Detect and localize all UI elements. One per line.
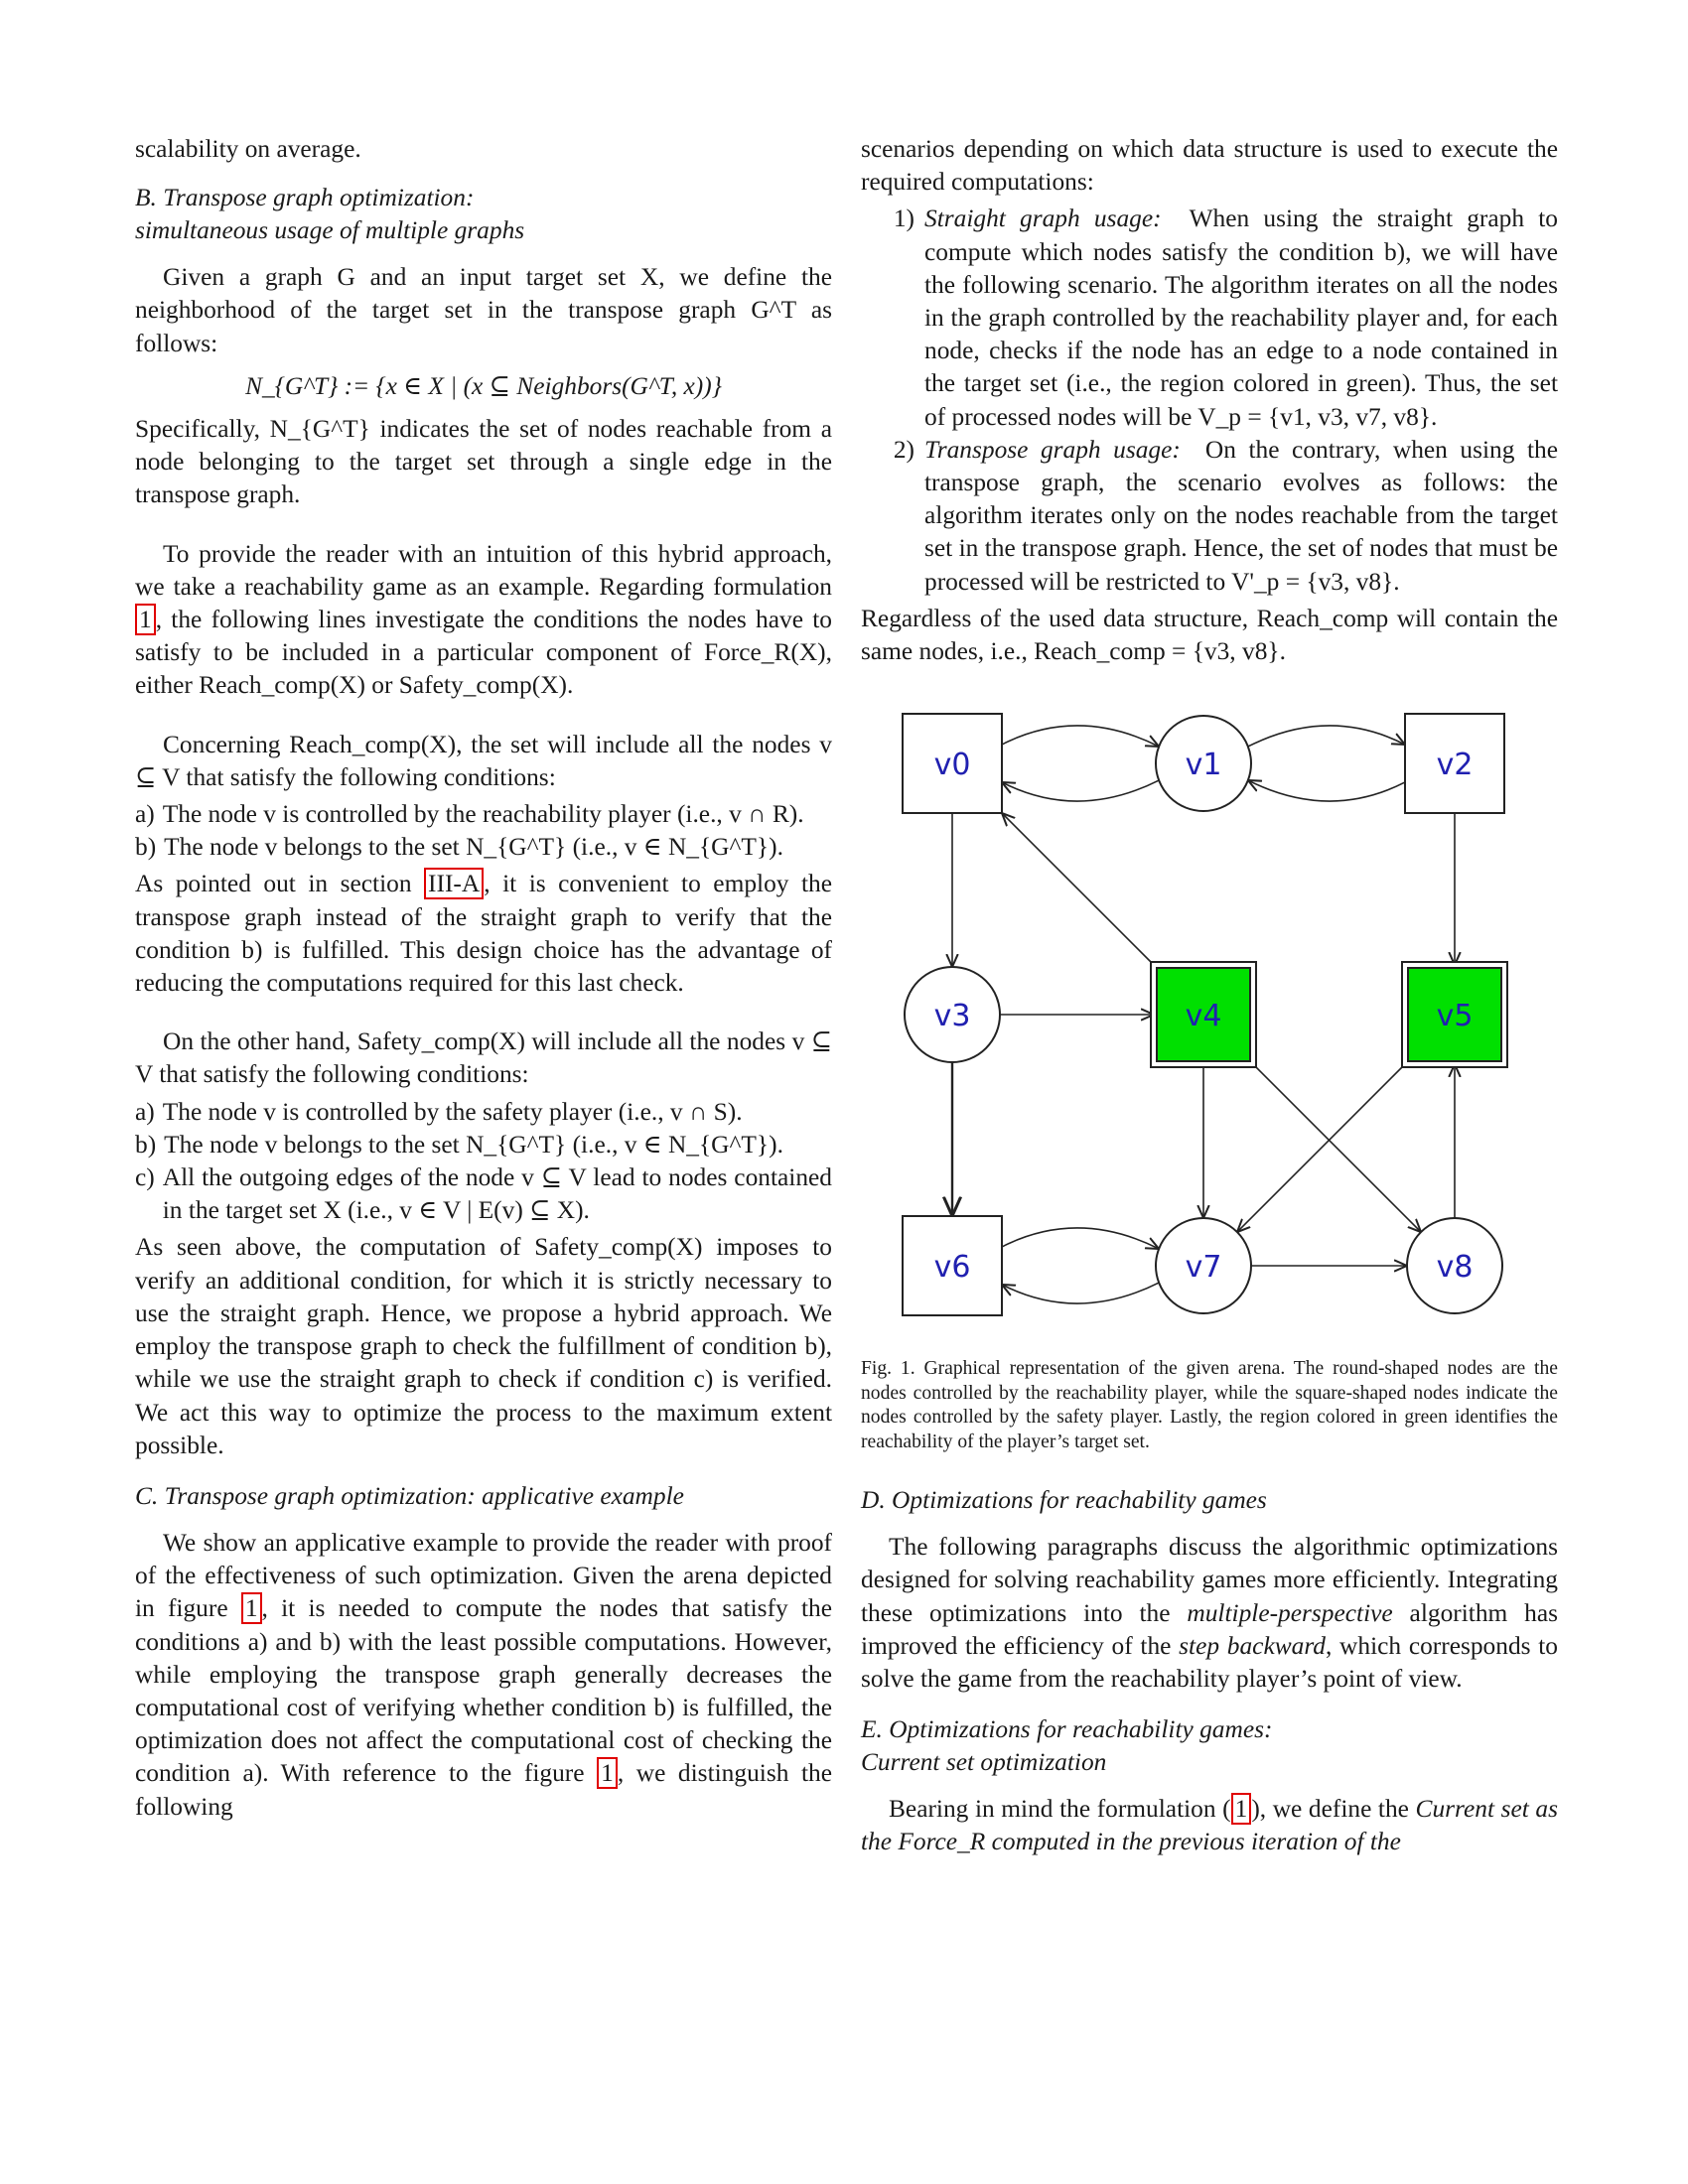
paragraph: Regardless of the used data structure, Reach_comp will contain the same nodes, i.e., Reach_comp = {v3, v8}. (861, 604, 1558, 666)
list-item: a) The node v is controlled by the reachability player (i.e., v ∩ R). (135, 800, 804, 829)
figure-arena-graph (861, 712, 1558, 1357)
paragraph: As seen above, the computation of Safety_comp(X) imposes to verify an additional condition, for which it is strictly necessary to use the straight graph. Hence, we propose a hybrid approach. We employ the transpose graph to check the fulfillment of condition b), while we use the straight graph to check if condition c) is verified. We act this way to optimize the process to the maximum extent possible. (135, 1233, 832, 1459)
node-label: v7 (1185, 1250, 1222, 1286)
paragraph: We show an applicative example to provide the reader with proof of the effectiveness of such optimization. Given the arena depicted in figure 1 , it is needed to compute the nodes that satisfy the conditions a) and b) with the least possible computations. However, while employing the transpose graph generally decreases the computational cost of verifying whether condition b) is fulfilled, the optimization does not affect the computational cost of checking the condition a). With reference to the figure 1 , we distinguish the following (135, 1528, 832, 1821)
paragraph: Given a graph G and an input target set X, we define the neighborhood of the target set in the transpose graph G^T as follows: (135, 263, 832, 357)
paragraph: On the other hand, Safety_comp(X) will include all the nodes v ⊆ V that satisfy the following conditions: (135, 1027, 832, 1089)
node-label: v4 (1185, 999, 1222, 1034)
node-label: v2 (1436, 748, 1474, 783)
node-label: v8 (1436, 1250, 1474, 1286)
list-item: 1) Straight graph usage: When using the straight graph to compute which nodes satisfy the condition b), we will have the following scenario. The algorithm iterates on all the nodes in the graph controlled by the reachability player and, for each node, checks if the node has an edge to a node contained in the target set (i.e., the region colored in green). Thus, the set of processed nodes will be V_p = {v1, v3, v7, v8}. (893, 205, 1559, 431)
paragraph: scalability on average. (135, 135, 361, 163)
paragraph: scenarios depending on which data structure is used to execute the required computations: (861, 135, 1558, 197)
node-v0 (903, 714, 1002, 813)
node-label: v1 (1185, 748, 1222, 783)
section-heading-b: B. Transpose graph optimization: simultaneous usage of multiple graphs (135, 184, 525, 245)
reference-link[interactable]: 1 (241, 1592, 262, 1624)
paragraph: Specifically, N_{G^T} indicates the set of nodes reachable from a node belonging to the target set through a single edge in the transpose graph. (135, 415, 832, 509)
reference-link[interactable]: III-A (424, 868, 484, 899)
list-item: b) The node v belongs to the set N_{G^T} (i.e., v ∈ N_{G^T}). (135, 833, 783, 862)
edge-v7-v6 (1002, 1283, 1159, 1303)
edge-v1-v0 (1002, 780, 1159, 801)
section-heading-e: E. Optimizations for reachability games: Current set optimization (861, 1715, 1273, 1777)
node-label: v0 (933, 748, 971, 783)
node-v1 (1156, 716, 1251, 811)
paragraph: As pointed out in section III-A , it is convenient to employ the transpose graph instead of the straight graph to verify that the condition b) is fulfilled. This design choice has the advantage of reducing the computations required for this last check. (135, 870, 832, 998)
list-item: 2) Transpose graph usage: On the contrary, when using the transpose graph, the scenario evolves as follows: the algorithm iterates only on the nodes reachable from the target set in the transpose graph. Hence, the set of nodes that must be processed will be restricted to V'_p = {v3, v8}. (893, 435, 1558, 596)
list-item: c) All the outgoing edges of the node v ⊆ V lead to nodes contained in the target set X (i.e., v ∈ V | E(v) ⊆ X). (135, 1163, 832, 1225)
reach-conditions-list (135, 798, 832, 864)
node-v5 (1402, 962, 1507, 1067)
paragraph: Bearing in mind the formulation ( 1 ), we define the Current set as the Force_R computed in the previous iteration of the (861, 1795, 1558, 1856)
node-v7 (1156, 1218, 1251, 1313)
list-item: b) The node v belongs to the set N_{G^T} (i.e., v ∈ N_{G^T}). (135, 1130, 783, 1159)
node-v3 (905, 967, 1000, 1062)
node-v6 (903, 1216, 1002, 1315)
list-item: a) The node v is controlled by the safety player (i.e., v ∩ S). (135, 1097, 743, 1126)
node-v4 (1151, 962, 1256, 1067)
reference-link[interactable]: 1 (597, 1757, 618, 1789)
reference-link[interactable]: 1 (1231, 1793, 1252, 1825)
reference-link[interactable]: 1 (135, 604, 156, 635)
node-label: v5 (1436, 999, 1474, 1034)
scenario-list (861, 203, 1558, 598)
paragraph: Concerning Reach_comp(X), the set will include all the nodes v ⊆ V that satisfy the following conditions: (135, 730, 832, 791)
paragraph: The following paragraphs discuss the algorithmic optimizations designed for solving reachability games more efficiently. Integrating these optimizations into the multiple-perspective algorithm has improved the efficiency of the step backward, which corresponds to solve the game from the reachability player’s point of view. (861, 1533, 1558, 1694)
left-column (135, 133, 832, 1824)
edge-v5-v7 (1237, 1064, 1405, 1232)
safety-conditions-list (135, 1096, 832, 1228)
figure-caption: Fig. 1. Graphical representation of the given arena. The round-shaped nodes are the nodes controlled by the reachability player, while the square-shaped nodes indicate the nodes controlled by the safety player. Lastly, the region colored in green identifies the reachability of the player’s target set. (861, 1358, 1558, 1452)
node-label: v3 (933, 999, 971, 1034)
right-column (861, 133, 1558, 1859)
paragraph: To provide the reader with an intuition of this hybrid approach, we take a reachability game as an example. Regarding formulation 1 , the following lines investigate the conditions the nodes have to satisfy to be included in a particular component of Force_R(X), either Reach_comp(X) or Safety_comp(X). (135, 539, 832, 700)
section-heading-c: C. Transpose graph optimization: applicative example (135, 1481, 684, 1510)
edge-v0-v1 (1002, 726, 1159, 747)
graph-diagram (861, 712, 1558, 1357)
edge-v2-v1 (1248, 780, 1405, 801)
edge-v6-v7 (1002, 1228, 1159, 1249)
equation: N_{G^T} := {x ∈ X | (x ⊆ Neighbors(G^T, x))} (245, 371, 722, 400)
edge-v4-v0 (1002, 813, 1154, 965)
node-v8 (1407, 1218, 1502, 1313)
edge-v1-v2 (1248, 726, 1405, 747)
node-v2 (1405, 714, 1504, 813)
node-label: v6 (933, 1250, 971, 1286)
section-heading-d: D. Optimizations for reachability games (861, 1486, 1267, 1515)
edge-v4-v8 (1253, 1064, 1421, 1232)
